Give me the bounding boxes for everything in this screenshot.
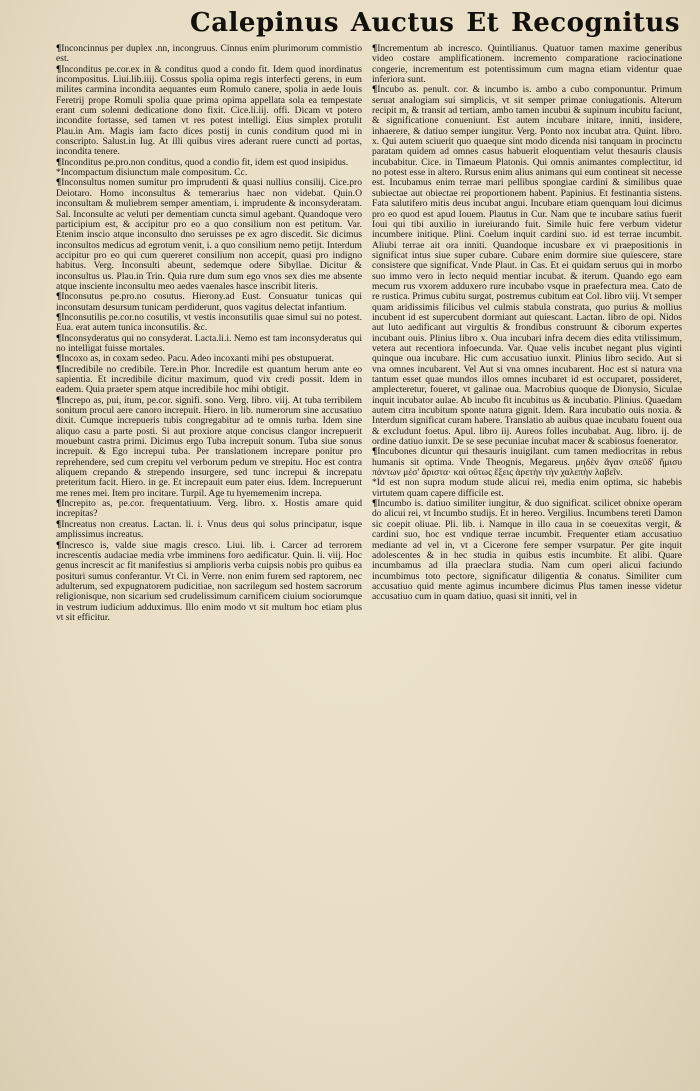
dictionary-entry [56, 541, 362, 624]
paragraph-mark-icon: ¶ [56, 363, 62, 375]
dictionary-entry [56, 178, 362, 292]
paragraph-mark-icon: ¶ [56, 156, 62, 168]
paragraph-mark-icon: ¶ [56, 518, 62, 530]
paragraph-mark-icon: ¶ [56, 63, 62, 75]
dictionary-entry [56, 292, 362, 313]
dictionary-entry [372, 44, 682, 85]
entry-text: Incredibile no credibile. Tere.in Phor. Incredile est quantum herum ante eo sapientia. Et incredibile dicitur maximum, quod vix credi possit. Idem in eadem. Quia praeter spem atque incredibile hoc mihi obtigit. [56, 363, 362, 396]
paragraph-mark-icon: ¶ [56, 539, 62, 551]
entry-text: Inconsyderatus qui no consyderat. Lacta.li.i. Nemo est tam inconsyderatus qui no intelligat fuisse mortales. [56, 332, 362, 354]
dictionary-entry [372, 499, 682, 602]
paragraph-mark-icon: ¶ [56, 394, 62, 406]
entry-text: Incubones dicuntur qui thesauris inuigilant. cum tamen mediocritas in rebus humanis sit optima. Vnde Theognis, Megareus. μηδὲν ἄγαν σπεῦδ' ἥμισυ πάντων μέσ' ἄριστα· καὶ οὕτως ἕξεις ἀρετὴν τὴν χαλεπὴν λαβεῖν. [372, 446, 682, 479]
header-word: Auctus [350, 8, 455, 38]
entry-text: Increpito as, pe.cor. frequentatiuum. Verg. libro. x. Hostis amare quid increpitas? [56, 498, 362, 520]
paragraph-mark-icon: ¶ [372, 44, 378, 54]
paragraph-mark-icon: ¶ [372, 446, 378, 458]
header-word: Recognitus [511, 8, 680, 38]
entry-text: Increpo as, pui, itum, pe.cor. signifi. sono. Verg. libro. viij. At tuba terribilem sonitum procul aere canoro increpuit. Hiero. in lib. numerorum sine accusatiuo dixit. Cumque increpueris tubis congregabitur ad te omnis turba. Idem sine aliquo casu a parte posti. Si aut proxiore atque concisus clangor increpuerit mouebunt castra primi. Dicimus ergo Tuba increpuit sonum. Tuba siue sonus increpuit. & Ego increpui tuba. Per translationem increpare ponitur pro reprehendere, sed cum crepitu vel verborum pedum ve strepitu. Hoc est contra aliquem crepando & strependo insurgere, sed tunc increpui & increpatu preteritum facit. Hiero. in ge. Et increpauit eum pater eius. Idem. Increpuerunt me renes mei. Item pro incitare. Turpil. Age tu hyememenim increpa. [56, 394, 362, 499]
dictionary-entry [56, 520, 362, 541]
dictionary-entry [372, 478, 682, 499]
entry-text: Inconsutus pe.pro.no cosutus. Hierony.ad Eust. Consuatur tunicas qui inconsutam desursum tunicam perdiderunt, quos vagitus delectat infantium. [56, 291, 362, 313]
header-word: Calepinus [190, 8, 339, 38]
entry-text: *Incompactum disiunctum male compositum. Cc. [56, 167, 248, 179]
entry-text: Incoxo as, in coxam sedeo. Pacu. Adeo incoxanti mihi pes obstupuerat. [61, 353, 335, 365]
dictionary-entry [372, 85, 682, 447]
paragraph-mark-icon: ¶ [372, 498, 378, 510]
paragraph-mark-icon: ¶ [372, 84, 378, 96]
entry-text: Inconsutilis pe.cor.no cosutilis, vt vestis inconsutilis quae simul sui no potest. Eua. erat autem tunica inconsutilis. &c. [56, 311, 362, 334]
entry-text: Incrementum ab incresco. Quintilianus. Quatuor tamen maxime generibus video costare amplificationem. incremento comparatione raciocinatione congerie, incrementum est potentissimum cum magna etiam videntur quae inferiora sunt. [372, 44, 682, 86]
paragraph-mark-icon: ¶ [56, 311, 62, 323]
entry-text: Incresco is, valde siue magis cresco. Liui. lib. i. Carcer ad terrorem increscentis audaciae media vrbe imminens foro aedificatur. Quin. li. viij. Hoc genus increscit ac fit manifestius si amplioris verba cuipsis nobis pro quibus ea posituri sumus conferantur. Vt Ci. in Verre. non enim furem sed raptorem, nec adulterum, sed expugnatorem pudicitiae, non sacrilegum sed hostem sacrorum religionisque, non sicarium sed crudelissimum carnificem ciuium sociorumque in vestrum iudicium adduximus. Illo enim modo vt sit multum hoc etiam plus vt sit efficitur. [56, 539, 362, 623]
entry-text: Increatus non creatus. Lactan. li. i. Vnus deus qui solus principatur, isque amplissimus increatus. [56, 518, 362, 541]
entry-text: Inconditus pe.pro.non conditus, quod a condio fit, idem est quod insipidus. [61, 156, 349, 168]
left-column [56, 44, 362, 1084]
dictionary-entry [56, 365, 362, 396]
entry-text: Incubo as. penult. cor. & incumbo is. ambo a cubo componuntur. Primum seruat analogiam sui simplicis, vt sit semper primae coniugationis. Alterum recipit m, & transit ad tertiam, ambo tamen incubui & supinum incubitu faciunt, & significatione conueniunt. Est autem incubare initare, inniti, insidere, inhaerere, & datiuo semper iungitur. Verg. Ponto nox incubat atra. Quint. libro. x. Qui autem sciuerit quo quaeque sint modo dicenda nisi tanquam in procinctu paratam quidem ad omnes casus habuerit eloquentiam velut thesauris clausis incubabitur. Cice. in Timaeum Platonis. Qui omnis animantes complectitur, id no potest esse in altero. Rursus enim alius animans qui eum contineat sit necesse est. Incubamus enim terrae mari pellibus spongiae cardini & similibus quae subiectae aut obiectae rei proportionem habent. Papinius. Et festinantia sistens. Fata salutifero mitis deus incubat angui. Incubare etiam quenquam loui dicimus pro eo quod est apud Iouem. Plautus in Cur. Nam que te incubare satius fuerit Ioui qui tibi auxilio in iureiurando fuit. Simile huic fere verbum videtur incumbere initique. Plini. Coelum inquit cardini suo. id est terrae incumbit. Aliubi terrae ait ora inniti. Quandoque incusbare ex vi praepositionis in significat intus siue super cubare. Cubare enim dormire siue quiescere, stare consistere que significat. Vnde Plaut. in Cas. Et ei quidam seruus qui in morbo suo immo vero in lecto nequid mentiar incubat. & iterum. Quando ego eam mecum rus vxorem adduxero rure incubabo vsque in praefectura mea. Cato de re rustica. Primus cubitu surgat, postremus cubitum eat Col. libro viij. Vt semper quam aridissimis filicibus vel culmis stabula constrata, quo purius & mollius incubent id est supercubent dormiant aut quiescant. Lactan. libro de opi. Nidos aut luto aedificant aut virgultis & frondibus construunt & ciborum expertes incubant ouis. Plinius libro x. Oua incubari infra decem dies edita vtilissimum, vetera aut recentiora infoecunda. Var. Quae velis incubet negant plus viginti quinque oua incubare. Hic cum accusatiuo iunxit. Plinius libro secido. Aut si vna omnes incubarent. Vel Aut si vna omnes incubarent. Hoc est si natura vna tantum esset quae mundos illos omnes incubaret id est occuparet, possideret, amplecteretur, foueret, vt galinae oua. Macrobius quoque de Dionysio, Siculae inquit incubator aulae. Ab incubo fit incubitus us & incubatio. Plinius. Quaedam autem citra incubitum sponte natura gignit. Idem. Rara incubatio ouis noxia. & Interdum significat curam habere. Translatio ab auibus quae incubatu fouent oua & excludunt foetus. Apul. libro iij. Aureos folles incubabat. Aug. libro. ij. de ordine datiuo iunxit. De se sese pecuniae incubat macer & scabiosus foenerator. [372, 84, 682, 448]
paragraph-mark-icon: ¶ [56, 44, 62, 54]
entry-text: Incumbo is. datiuo similiter iungitur, & duo significat. scilicet obnixe operam do alicui rei, vt Incumbo studijs. Et in hereo. Vergilius. Incumbens tereti Damon sic coepit oliuae. Pli. lib. i. Namque in illo caua in se coeuexitas vergit, & cardini suo, hoc est vndique terrae incumbit. Frequenter etiam accusatiuo mediante ad vel in, vt a Cicerone fere semper vsurpatur. Per gite inquit adolescentes & in hec studia in quibus estis incumbite. Et alibi. Quare incumbamus ad illa praeclara studia. Nam cum operi alicui faciundo incumbimus toto pectore, significatur diligentia & conatus. Similiter cum accusatiuo quid mente agimus incumbere dicimus Plus tamen inesse videtur accusatiuo cum in quam datiuo, quasi sit inniti, vel in [372, 498, 682, 603]
paragraph-mark-icon: ¶ [56, 353, 62, 365]
dictionary-entry [56, 396, 362, 499]
running-header [190, 6, 680, 40]
entry-text: Inconcinnus per duplex .nn, incongruus. Cinnus enim plurimorum commistio est. [56, 44, 362, 65]
entry-text: *Id est non supra modum stude alicui rei, media enim optima, sic habebis virtutem quam capere difficile est. [372, 477, 682, 499]
entry-text: Inconsultus nomen sumitur pro imprudenti & quasi nullius consilij. Cice.pro Deiotaro. Homo inconsultus & temerarius haec non videbat. Quin.O inconsultam & muliebrem semper amentiam, i. imprudente & inconsyderatam. Sal. Inconsulte ac veluti per dementiam cuncta simul agebant. Quandoque vero participium est, & accipitur pro eo a quo consilium non est petitum. Var. Etenim inscio atque inconsulto dno seruisses pe ex agro discedit. Sic dicimus inconsultos medicus ad egrotum venit, i. a quo consilium nemo petijt. Interdum accipitur pro eo qui cum quereret consilium non accepit, quasi pro indigno habitus. Verg. Inconsulti abeunt, sedemque odere Sibyllae. Dicitur & inconsultus us. Plau.in Trin. Quia rure dum sum ego vnos sex dies me absente atque insciente inconsultu meo aedes vaenales hasce inscribit literis. [56, 177, 362, 292]
entry-text: Inconditus pe.cor.ex in & conditus quod a condo fit. Idem quod inordinatus incompositus. Liui.lib.iiij. Cossus spolia opima regis interfecti gerens, in eum milites carmina incondita aequantes eum Romulo canere, spolia in aede Iouis Feretrij prope Romuli spolia quae prima opima appellata sola ea tempestate erant cum solenni dedicatione dono fixit. Cice.li.iij. offi. Dicam vt potero incondite fortasse, sed tamen vt res potest intelligi. Eius simplex protulit Plau.in Am. Magis iam facto dices postij in cunis conditum quod mi in conscripto. Salust.in Iug. At illi quibus vires aderant ruere cuncti ad portas, incondita tenere. [56, 63, 362, 158]
dictionary-entry [56, 44, 362, 65]
paragraph-mark-icon: ¶ [56, 177, 62, 189]
dictionary-entry [372, 447, 682, 478]
paragraph-mark-icon: ¶ [56, 498, 62, 510]
header-word: Et [466, 8, 500, 38]
dictionary-entry [56, 313, 362, 334]
dictionary-entry [56, 334, 362, 355]
dictionary-entry [56, 65, 362, 158]
right-column [372, 44, 682, 1084]
dictionary-entry [56, 499, 362, 520]
paragraph-mark-icon: ¶ [56, 332, 62, 344]
paragraph-mark-icon: ¶ [56, 291, 62, 303]
